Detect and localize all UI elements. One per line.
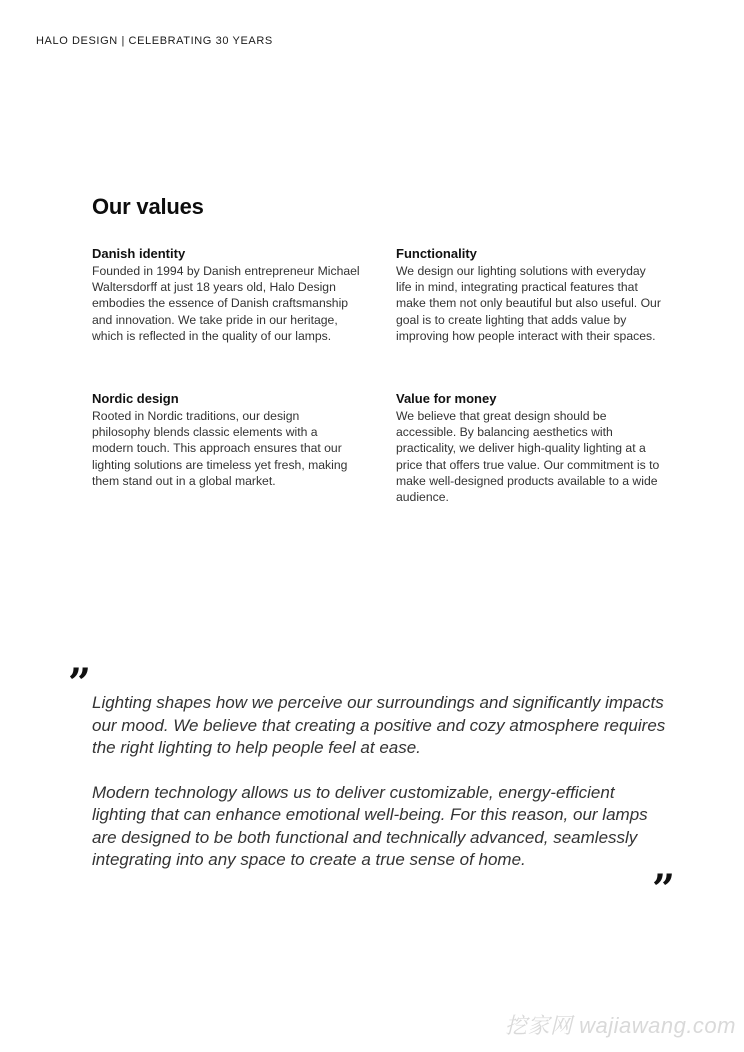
value-body: Founded in 1994 by Danish entrepreneur Michael Waltersdorff at just 18 years old, Halo Design embodies the essence of Danish craftsmanship and innovation. We take pride in our heritage, which is reflected in the quality of our lamps. [92, 264, 360, 343]
value-body: We believe that great design should be accessible. By balancing aesthetics with practicality, we deliver high-quality lighting at a price that offers true value. Our commitment is to make well-designed products available to a wide audience. [396, 409, 660, 505]
pull-quote [92, 692, 672, 894]
value-nordic-design [92, 391, 360, 489]
quote-close-icon: ” [652, 866, 676, 913]
value-value-for-money [396, 391, 664, 505]
value-heading: Value for money [396, 391, 497, 406]
quote-open-icon: ” [68, 660, 92, 707]
section-title: Our values [92, 194, 204, 219]
running-header: HALO DESIGN | CELEBRATING 30 YEARS [36, 35, 273, 47]
watermark: 挖家网 wajiawang.com [504, 1013, 736, 1038]
value-danish-identity [92, 246, 360, 344]
value-body: We design our lighting solutions with everyday life in mind, integrating practical features that make them not only beautiful but also useful. Our goal is to create lighting that adds value by improving how people interact with their spaces. [396, 264, 661, 343]
quote-paragraph: Modern technology allows us to deliver customizable, energy-efficient lighting that can enhance emotional well-being. For this reason, our lamps are designed to be both functional and technically advanced, seamlessly integrating into any space to create a true sense of home. [92, 782, 648, 869]
quote-paragraph: Lighting shapes how we perceive our surroundings and significantly impacts our mood. We believe that creating a positive and cozy atmosphere requires the right lighting to help people feel at ease. [92, 693, 666, 757]
value-heading: Nordic design [92, 391, 179, 406]
value-heading: Functionality [396, 246, 477, 261]
value-heading: Danish identity [92, 246, 186, 261]
value-functionality [396, 246, 664, 344]
value-body: Rooted in Nordic traditions, our design philosophy blends classic elements with a modern touch. This approach ensures that our lighting solutions are timeless yet fresh, making them stand out in a global market. [92, 409, 348, 488]
